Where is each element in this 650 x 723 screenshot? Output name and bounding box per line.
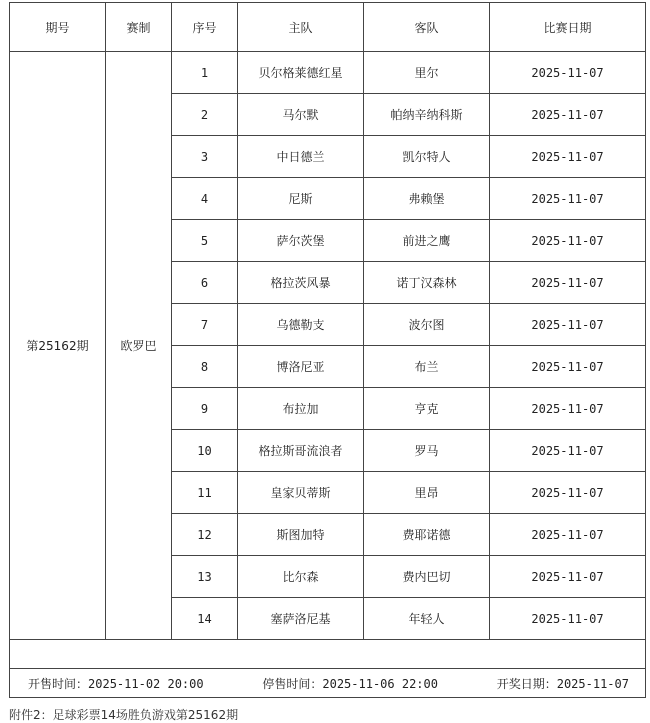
- match-date: 2025-11-07: [490, 136, 646, 178]
- sale-close-time: [262, 675, 438, 692]
- match-no: 13: [172, 556, 238, 598]
- home-team: 尼斯: [238, 178, 364, 220]
- blank-cell: [10, 640, 646, 669]
- match-no: 6: [172, 262, 238, 304]
- away-team: 波尔图: [364, 304, 490, 346]
- home-team: 博洛尼亚: [238, 346, 364, 388]
- away-team: 帕纳辛纳科斯: [364, 94, 490, 136]
- away-team: 费内巴切: [364, 556, 490, 598]
- match-no: 3: [172, 136, 238, 178]
- match-no: 4: [172, 178, 238, 220]
- home-team: 中日德兰: [238, 136, 364, 178]
- sale-open-value: 2025-11-02 20:00: [88, 676, 204, 691]
- sale-close-value: 2025-11-06 22:00: [322, 676, 438, 691]
- match-no: 9: [172, 388, 238, 430]
- match-schedule-table: [9, 2, 646, 698]
- sale-info-cell: [10, 669, 646, 698]
- home-team: 萨尔茨堡: [238, 220, 364, 262]
- match-no: 11: [172, 472, 238, 514]
- match-date: 2025-11-07: [490, 346, 646, 388]
- attachment-note: 附件2：足球彩票14场胜负游戏第25162期: [9, 708, 239, 722]
- match-date: 2025-11-07: [490, 304, 646, 346]
- match-date: 2025-11-07: [490, 388, 646, 430]
- away-team: 年轻人: [364, 598, 490, 640]
- home-team: 布拉加: [238, 388, 364, 430]
- home-team: 格拉斯哥流浪者: [238, 430, 364, 472]
- header-home: 主队: [238, 3, 364, 52]
- issue-cell: 第25162期: [10, 52, 106, 640]
- home-team: 塞萨洛尼基: [238, 598, 364, 640]
- sale-info-row: [10, 669, 646, 698]
- header-away: 客队: [364, 3, 490, 52]
- match-date: 2025-11-07: [490, 220, 646, 262]
- header-date: 比赛日期: [490, 3, 646, 52]
- match-no: 14: [172, 598, 238, 640]
- home-team: 皇家贝蒂斯: [238, 472, 364, 514]
- home-team: 比尔森: [238, 556, 364, 598]
- header-row: [10, 3, 646, 52]
- header-no: 序号: [172, 3, 238, 52]
- table-row: [10, 52, 646, 94]
- draw-value: 2025-11-07: [556, 676, 629, 691]
- match-no: 1: [172, 52, 238, 94]
- match-no: 8: [172, 346, 238, 388]
- sale-close-label: 停售时间：: [262, 676, 323, 691]
- home-team: 斯图加特: [238, 514, 364, 556]
- away-team: 罗马: [364, 430, 490, 472]
- away-team: 诺丁汉森林: [364, 262, 490, 304]
- match-no: 2: [172, 94, 238, 136]
- home-team: 马尔默: [238, 94, 364, 136]
- match-no: 7: [172, 304, 238, 346]
- blank-row: [10, 640, 646, 669]
- home-team: 贝尔格莱德红星: [238, 52, 364, 94]
- match-date: 2025-11-07: [490, 178, 646, 220]
- match-no: 10: [172, 430, 238, 472]
- away-team: 亨克: [364, 388, 490, 430]
- match-date: 2025-11-07: [490, 472, 646, 514]
- format-cell: 欧罗巴: [106, 52, 172, 640]
- away-team: 布兰: [364, 346, 490, 388]
- match-no: 12: [172, 514, 238, 556]
- home-team: 格拉茨风暴: [238, 262, 364, 304]
- away-team: 里昂: [364, 472, 490, 514]
- match-date: 2025-11-07: [490, 262, 646, 304]
- home-team: 乌德勒支: [238, 304, 364, 346]
- sale-open-time: [28, 675, 204, 692]
- away-team: 里尔: [364, 52, 490, 94]
- match-date: 2025-11-07: [490, 430, 646, 472]
- match-date: 2025-11-07: [490, 556, 646, 598]
- match-date: 2025-11-07: [490, 52, 646, 94]
- draw-label: 开奖日期：: [496, 676, 557, 691]
- away-team: 前进之鹰: [364, 220, 490, 262]
- away-team: 凯尔特人: [364, 136, 490, 178]
- header-issue: 期号: [10, 3, 106, 52]
- draw-date: [497, 675, 629, 692]
- match-date: 2025-11-07: [490, 514, 646, 556]
- match-date: 2025-11-07: [490, 94, 646, 136]
- sale-open-label: 开售时间：: [28, 676, 89, 691]
- header-format: 赛制: [106, 3, 172, 52]
- away-team: 费耶诺德: [364, 514, 490, 556]
- match-no: 5: [172, 220, 238, 262]
- match-date: 2025-11-07: [490, 598, 646, 640]
- away-team: 弗赖堡: [364, 178, 490, 220]
